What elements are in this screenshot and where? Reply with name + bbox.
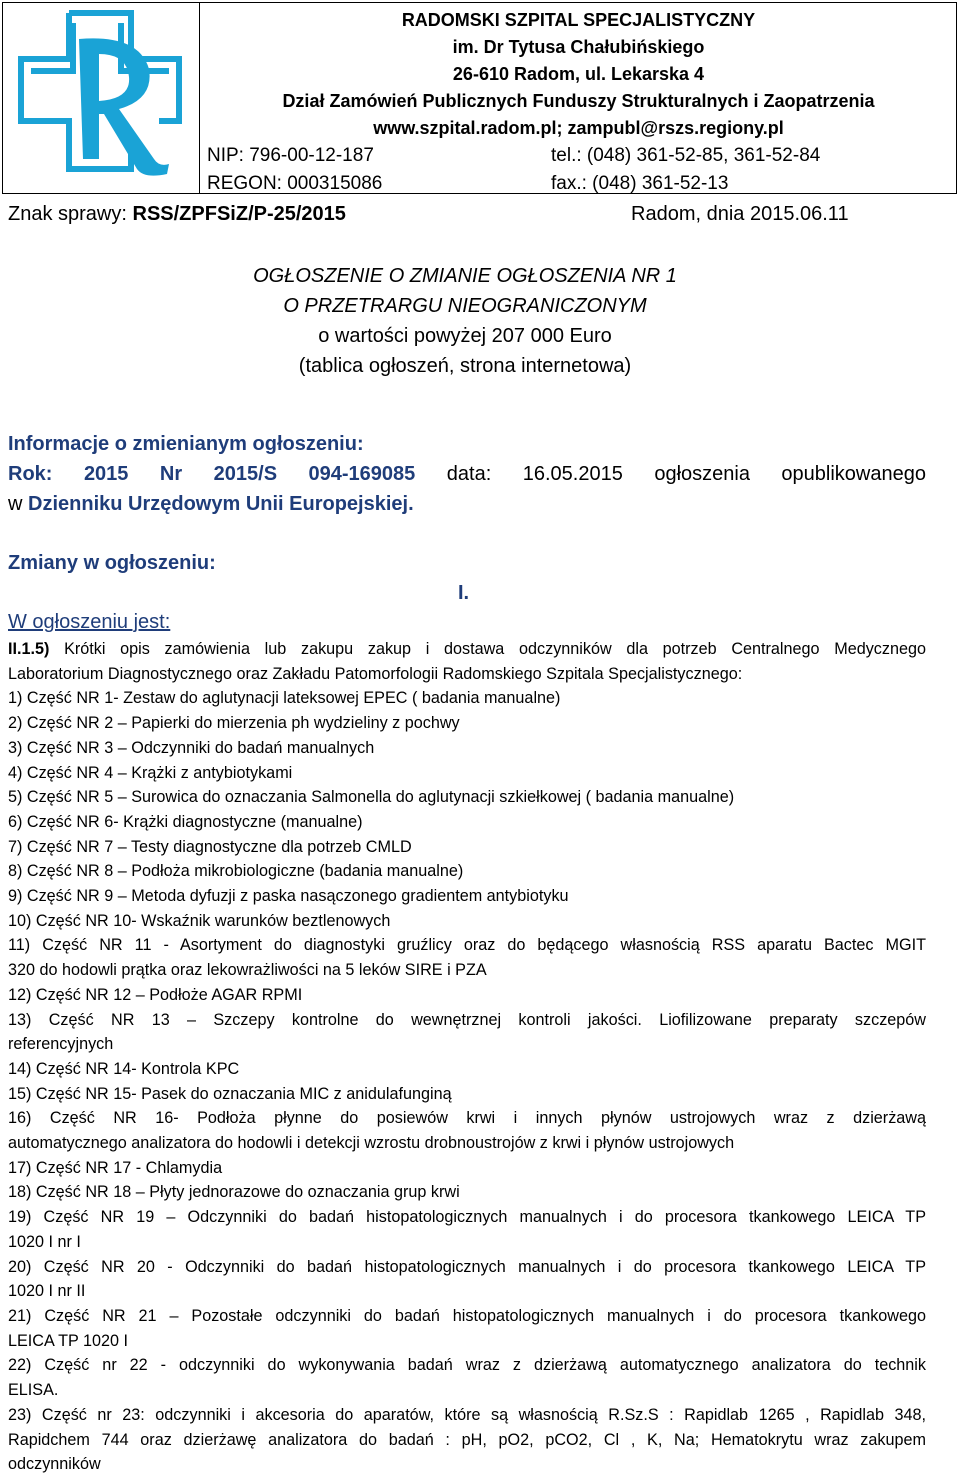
info-line-1: Rok: 2015 Nr 2015/S 094-169085 data: 16.05.2015 ogłoszenia opublikowanego: [8, 463, 926, 485]
ref-label: Znak sprawy:: [8, 203, 127, 225]
section-intro-2: Laboratorium Diagnostycznego oraz Zakładu Patomorfologii Radomskiego Szpitala Specjalistycznego:: [8, 664, 743, 683]
tel: tel.: (048) 361-52-85, 361-52-84: [551, 145, 821, 166]
list-item: 2) Część NR 2 – Papierki do mierzenia ph wydzieliny z pochwy: [8, 714, 460, 733]
ids: [207, 142, 382, 198]
list-item: 21) Część NR 21 – Pozostałe odczynniki do badań histopatologicznych manualnych i do procesora tkankowego: [8, 1306, 926, 1325]
hospital-name: RADOMSKI SZPITAL SPECJALISTYCZNY: [401, 10, 756, 30]
list-item: odczynników: [8, 1455, 101, 1474]
logo-cell: [3, 3, 200, 193]
list-item: 14) Część NR 14- Kontrola KPC: [8, 1059, 240, 1078]
letterhead: [2, 2, 957, 194]
list-item: 13) Część NR 13 – Szczepy kontrolne do wewnętrznej kontroli jakości. Liofilizowane preparaty szczepów: [8, 1010, 926, 1029]
case-reference: [8, 203, 346, 226]
list-item: 12) Część NR 12 – Podłoże AGAR RPMI: [8, 985, 303, 1004]
hospital-department: Dział Zamówień Publicznych Funduszy Strukturalnych i Zaopatrzenia: [282, 91, 875, 111]
document-title: [0, 261, 930, 381]
list-item: 9) Część NR 9 – Metoda dyfuzji z paska nasączonego gradientem antybiotyku: [8, 887, 569, 906]
title-line-3: o wartości powyżej 207 000 Euro: [318, 325, 612, 347]
list-item: LEICA TP 1020 I: [8, 1331, 128, 1350]
list-item: Rapidchem 744 oraz dzierżawę analizatora do badań : pH, pO2, pCO2, Cl , K, Na; Hematokrytu wraz zakupem: [8, 1430, 926, 1449]
section-content: [8, 637, 926, 1477]
list-item: 1020 I nr I: [8, 1232, 81, 1251]
list-item: 17) Część NR 17 - Chlamydia: [8, 1158, 223, 1177]
list-item: 1020 I nr II: [8, 1282, 86, 1301]
list-item: 5) Część NR 5 – Surowica do oznaczania Salmonella do aglutynacji szkiełkowej ( badania manualne): [8, 788, 735, 807]
changes-heading: Zmiany w ogłoszeniu:: [8, 552, 216, 574]
list-item: 320 do hodowli prątka oraz lekowrażliwości na 5 leków SIRE i PZA: [8, 961, 487, 980]
current-text-label: W ogłoszeniu jest:: [8, 611, 171, 633]
list-item: 16) Część NR 16- Podłoża płynne do posiewów krwi i innych płynów ustrojowych wraz z dzierżawą: [8, 1109, 926, 1128]
nip: NIP: 796-00-12-187: [207, 145, 374, 166]
list-item: 15) Część NR 15- Pasek do oznaczania MIC z anidulafunginą: [8, 1084, 452, 1103]
hospital-patron: im. Dr Tytusa Chałubińskiego: [452, 37, 705, 57]
list-item: 22) Część nr 22 - odczynniki do wykonywania badań wraz z dzierżawą automatycznego analizatora do technik: [8, 1356, 926, 1375]
list-item: referencyjnych: [8, 1035, 114, 1054]
list-item: automatycznego analizatora do hodowli i detekcji wzrostu drobnoustrojów z krwi i płynów ustrojowych: [8, 1134, 735, 1153]
list-item: 4) Część NR 4 – Krążki z antybiotykami: [8, 763, 293, 782]
list-item: 3) Część NR 3 – Odczynniki do badań manualnych: [8, 738, 375, 757]
list-item: 20) Część NR 20 - Odczynniki do badań histopatologicznych manualnych i do procesora tkankowego LEICA TP: [8, 1257, 926, 1276]
section-intro: II.1.5) Krótki opis zamówienia lub zakupu zakup i dostawa odczynników dla potrzeb Centralnego Medycznego: [8, 640, 926, 658]
list-item: 11) Część NR 11 - Asortyment do diagnostyki gruźlicy oraz do będącego własnością RSS aparatu Bactec MGIT: [8, 936, 926, 955]
roman-numeral: I.: [458, 582, 470, 604]
list-item: ELISA.: [8, 1381, 59, 1400]
document-date: Radom, dnia 2015.06.11: [631, 203, 849, 225]
regon: REGON: 000315086: [207, 173, 383, 194]
phones: [551, 142, 820, 198]
items-list: [8, 686, 926, 1477]
title-line-1: OGŁOSZENIE O ZMIANIE OGŁOSZENIA NR 1: [253, 265, 677, 287]
hospital-web-email: www.szpital.radom.pl; zampubl@rszs.regiony.pl: [373, 118, 784, 138]
list-item: 10) Część NR 10- Wskaźnik warunków beztlenowych: [8, 911, 391, 930]
info-line-2: w Dzienniku Urzędowym Unii Europejskiej.: [8, 493, 414, 515]
ref-value: RSS/ZPFSiZ/P-25/2015: [132, 203, 346, 225]
change-info: [8, 429, 926, 519]
title-line-4: (tablica ogłoszeń, strona internetowa): [298, 355, 632, 377]
list-item: 8) Część NR 8 – Podłoża mikrobiologiczne (badania manualne): [8, 862, 464, 881]
info-heading: Informacje o zmienianym ogłoszeniu:: [8, 433, 364, 455]
fax: fax.: (048) 361-52-13: [551, 173, 729, 194]
hospital-address: 26-610 Radom, ul. Lekarska 4: [452, 64, 705, 84]
title-line-2: O PRZETRARGU NIEOGRANICZONYM: [283, 295, 647, 317]
list-item: 1) Część NR 1- Zestaw do aglutynacji lateksowej EPEC ( badania manualne): [8, 689, 561, 708]
list-item: 7) Część NR 7 – Testy diagnostyczne dla potrzeb CMLD: [8, 837, 412, 856]
list-item: 6) Część NR 6- Krążki diagnostyczne (manualne): [8, 812, 363, 831]
hospital-logo-icon: [9, 9, 189, 184]
list-item: 23) Część nr 23: odczynniki i akcesoria do aparatów, które są własnością R.Sz.S : Rapidlab 1265 , Rapidlab 348,: [8, 1405, 926, 1424]
hospital-info: [201, 3, 956, 142]
list-item: 18) Część NR 18 – Płyty jednorazowe do oznaczania grup krwi: [8, 1183, 460, 1202]
list-item: 19) Część NR 19 – Odczynniki do badań histopatologicznych manualnych i do procesora tkankowego LEICA TP: [8, 1208, 926, 1227]
